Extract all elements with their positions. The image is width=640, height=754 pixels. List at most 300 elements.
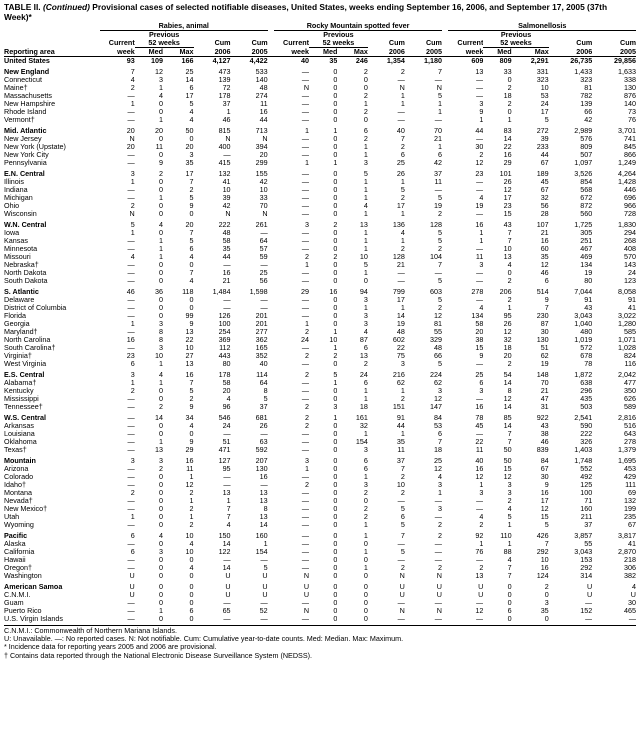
value-cell: 0 [507,269,512,277]
value-cell: 0 [363,615,368,623]
value-cell: 148 [536,370,549,379]
value-cell: 2 [130,84,135,92]
value-cell: 533 [255,67,268,76]
value-cell: 0 [333,261,338,269]
value-cell: 88 [503,548,512,556]
region-row [4,167,636,178]
value-cell: — [397,116,405,124]
value-cell: 1,354 [386,56,405,65]
value-cell: 3,043 [574,548,593,556]
value-cell: 24 [540,100,549,108]
value-cell: 110 [500,531,512,540]
value-cell: 1 [189,513,194,521]
value-cell: 3,022 [618,312,636,320]
value-cell: 43 [540,422,549,430]
value-cell: 12 [475,607,484,615]
value-cell: 139 [580,100,593,108]
value-cell: 5 [263,564,268,572]
value-cell: 23 [503,202,512,210]
value-cell: — [127,446,135,454]
value-cell: 299 [255,159,268,167]
value-cell: 2 [400,473,405,481]
region-row [4,454,636,465]
value-cell: 3 [159,548,164,556]
value-cell: 140 [624,100,636,108]
value-cell: 21 [540,229,549,237]
value-cell: 6 [189,245,194,253]
value-cell: 0 [159,505,164,513]
value-cell: 35 [222,245,231,253]
value-cell: 11 [155,143,164,151]
reporting-area-cell: Vermont† [4,116,35,124]
value-cell: 0 [333,237,338,245]
value-cell: 514 [536,287,549,296]
value-cell: 3 [479,261,484,269]
hdr-2006: 2006 [194,48,231,57]
table-row [4,84,636,92]
value-cell: 268 [624,237,636,245]
value-cell: 3 [479,387,484,395]
value-cell: — [301,186,310,194]
value-cell: 116 [624,360,636,368]
value-cell: 17 [185,92,194,100]
value-cell: 14 [155,413,164,422]
title-continued: (Continued) [42,2,90,12]
value-cell: 408 [624,245,636,253]
value-cell: 80 [222,360,231,368]
value-cell: — [301,599,310,607]
value-cell: 469 [580,253,593,261]
value-cell: 0 [159,277,164,285]
value-cell: 1,028 [618,344,636,352]
value-cell: 338 [624,76,636,84]
reporting-area-cell: Florida [4,312,26,320]
value-cell: — [127,521,135,529]
value-cell: — [260,304,268,312]
value-cell: 16 [185,456,194,465]
table-row [4,599,636,607]
value-cell: 43 [503,220,512,229]
value-cell: 1 [400,92,405,100]
value-cell: 69 [628,489,636,497]
value-cell: 218 [624,556,636,564]
value-cell: 6 [130,531,135,540]
value-cell: 5 [437,277,442,285]
value-cell: 2,870 [618,548,636,556]
value-cell: 3 [305,456,310,465]
value-cell: 29 [185,446,194,454]
value-cell: 296 [580,387,593,395]
value-cell: 224 [429,370,442,379]
value-cell: 0 [159,422,164,430]
value-cell: — [397,540,405,548]
reporting-area-cell: Colorado [4,473,34,481]
value-cell: — [301,277,310,285]
value-cell: 12 [503,395,512,403]
value-cell: 4 [189,564,194,572]
value-cell: 1 [363,194,368,202]
value-cell: 2 [159,465,164,473]
value-cell: 42 [433,159,442,167]
value-cell: 16 [475,465,484,473]
value-cell: — [301,564,310,572]
value-cell: 26 [503,178,512,186]
value-cell: 84 [433,413,442,422]
reporting-area-cell: E.S. Central [4,370,45,379]
value-cell: 17 [540,108,549,116]
value-cell: 59 [259,253,268,261]
value-cell: 2 [507,360,512,368]
value-cell: 4 [130,76,135,84]
value-cell: 292 [536,548,549,556]
value-cell: 1 [159,194,164,202]
value-cell: 592 [255,446,268,454]
value-cell: 25 [259,269,268,277]
value-cell: 2 [363,513,368,521]
value-cell: 0 [333,465,338,473]
value-cell: 6 [130,548,135,556]
value-cell: 1 [437,100,442,108]
value-cell: N [262,135,268,143]
value-cell: — [127,599,135,607]
value-cell: 585 [624,328,636,336]
value-cell: 94 [359,287,368,296]
value-cell: 29 [503,159,512,167]
value-cell: 222 [580,430,593,438]
value-cell: — [127,312,135,320]
value-cell: 0 [507,76,512,84]
value-cell: 0 [363,556,368,564]
value-cell: 100 [580,489,593,497]
table-row [4,387,636,395]
value-cell: 140 [255,76,268,84]
reporting-area-cell: North Carolina [4,336,51,344]
value-cell: 0 [333,489,338,497]
value-cell: 81 [584,84,593,92]
value-cell: 8 [263,387,268,395]
value-cell: U [129,591,135,599]
value-cell: 331 [536,67,549,76]
value-cell: 40 [301,56,310,65]
value-cell: — [301,387,310,395]
value-cell: 109 [151,56,164,65]
table-row [4,422,636,430]
value-cell: 306 [624,564,636,572]
value-cell: 1 [363,186,368,194]
group-rabies: Rabies, animal [100,22,268,31]
value-cell: 0 [333,108,338,116]
hdr-cum: Cum [251,39,268,48]
value-cell: 84 [540,456,549,465]
value-cell: 37 [433,169,442,178]
table-row [4,481,636,489]
table-row [4,237,636,245]
value-cell: 32 [540,194,549,202]
value-cell: — [301,521,310,529]
value-cell: — [301,548,310,556]
value-cell: 5 [544,116,549,124]
hdr-2005: 2005 [592,48,636,57]
value-cell: — [397,269,405,277]
value-cell: 67 [540,465,549,473]
value-cell: 815 [218,126,231,135]
value-cell: 2 [400,245,405,253]
value-cell: 7 [507,237,512,245]
value-cell: 12 [503,186,512,194]
value-cell: 100 [218,320,231,328]
value-cell: — [127,277,135,285]
value-cell: 0 [333,615,338,623]
table-row [4,151,636,159]
table-row [4,159,636,167]
value-cell: 0 [363,572,368,580]
value-cell: 0 [159,582,164,591]
value-cell: 46 [222,116,231,124]
value-cell: 0 [159,210,164,218]
value-cell: 2 [507,296,512,304]
value-cell: 16 [503,151,512,159]
reporting-area-cell: Rhode Island [4,108,47,116]
value-cell: 76 [475,548,484,556]
value-cell: 32 [359,422,368,430]
value-cell: N [436,84,442,92]
hdr-previous: Previous [323,30,354,39]
reporting-area-cell: West Virginia [4,360,47,368]
value-cell: 189 [536,169,549,178]
value-cell: 130 [255,465,268,473]
value-cell: 5 [189,100,194,108]
value-cell: 0 [333,456,338,465]
value-cell: 0 [363,582,368,591]
value-cell: 1 [363,245,368,253]
value-cell: 22 [396,344,405,352]
value-cell: 626 [624,395,636,403]
value-cell: — [434,116,442,124]
value-cell: 18 [433,446,442,454]
table-row [4,253,636,261]
value-cell: 1 [263,540,268,548]
reporting-area-cell: Kansas [4,237,28,245]
value-cell: 7 [507,438,512,446]
value-cell: 5 [437,296,442,304]
value-cell: U [262,572,268,580]
value-cell: 0 [333,446,338,454]
table-row [4,100,636,108]
value-cell: 6 [507,607,512,615]
value-cell: — [127,497,135,505]
value-cell: 127 [218,456,231,465]
value-cell: 2 [437,564,442,572]
value-cell: 154 [255,548,268,556]
value-cell: 2 [400,395,405,403]
value-cell: 17 [540,497,549,505]
value-cell: — [127,395,135,403]
value-cell: 17 [503,194,512,202]
reporting-area-cell: California [4,548,35,556]
value-cell: 42 [259,178,268,186]
value-cell: 118 [182,287,194,296]
reporting-area-cell: Nebraska† [4,261,39,269]
value-cell: — [127,186,135,194]
table-row [4,178,636,186]
value-cell: 5 [437,237,442,245]
value-cell: 13 [259,489,268,497]
value-cell: 50 [185,126,194,135]
value-cell: 5 [400,521,405,529]
value-cell: 207 [255,456,268,465]
value-cell: 128 [392,253,405,261]
table-row [4,465,636,473]
value-cell: 76 [628,116,636,124]
value-cell: 2 [507,100,512,108]
value-cell: — [585,615,593,623]
value-cell: 1 [363,143,368,151]
value-cell: 2 [305,481,310,489]
value-cell: 10 [540,556,549,564]
value-cell: 12 [503,473,512,481]
value-cell: 1 [363,387,368,395]
value-cell: 1 [400,387,405,395]
value-cell: N [303,572,310,580]
value-cell: 21 [222,277,231,285]
value-cell: 0 [333,582,338,591]
value-cell: 12 [433,312,442,320]
value-cell: — [628,615,636,623]
value-cell: — [223,473,231,481]
value-cell: 4 [437,473,442,481]
value-cell: 20 [126,143,135,151]
value-cell: 40 [259,360,268,368]
table-row [4,352,636,360]
value-cell: — [301,76,310,84]
value-cell: 294 [624,229,636,237]
value-cell: 10 [540,84,549,92]
value-cell: 6 [189,607,194,615]
value-cell: 11 [186,465,194,473]
value-cell: 278 [471,287,484,296]
value-cell: 15 [475,344,484,352]
table-row [4,556,636,564]
value-cell: 44 [475,126,484,135]
value-cell: — [301,304,310,312]
value-cell: 178 [218,370,231,379]
group-salmonellosis: Salmonellosis [448,22,636,31]
value-cell: 206 [499,287,512,296]
value-cell: 44 [222,253,231,261]
value-cell: — [434,556,442,564]
hdr-previous: Previous [500,30,532,39]
value-cell: 0 [333,521,338,529]
value-cell: 2,042 [618,370,636,379]
table-row [4,521,636,529]
value-cell: 7 [400,135,405,143]
value-cell: U [129,572,135,580]
value-cell: 0 [333,497,338,505]
table-row [4,540,636,548]
value-cell: 2 [189,186,194,194]
value-cell: 1 [159,607,164,615]
value-cell: 66 [584,108,593,116]
value-cell: 350 [624,387,636,395]
value-cell: 35 [540,607,549,615]
value-cell: — [476,92,484,100]
value-cell: 44 [540,151,549,159]
value-cell: 1,748 [574,456,593,465]
reporting-area-cell: Virginia† [4,352,32,360]
value-cell: 14 [396,312,405,320]
value-cell: 7,044 [574,287,593,296]
value-cell: 0 [363,607,368,615]
value-cell: 1 [507,116,512,124]
value-cell: — [301,473,310,481]
value-cell: 107 [536,220,549,229]
value-cell: 696 [624,194,636,202]
value-cell: 2 [363,92,368,100]
reporting-area-cell: Pacific [4,531,28,540]
value-cell: 305 [580,229,593,237]
value-cell: 41 [222,178,231,186]
value-cell: U [129,582,135,591]
value-cell: — [127,245,135,253]
value-cell: 1 [305,159,310,167]
value-cell: 80 [584,277,593,285]
value-cell: — [127,344,135,352]
table-row [4,116,636,124]
value-cell: 26 [503,320,512,328]
value-cell: 53 [433,422,442,430]
value-cell: 46 [126,287,135,296]
value-cell: 50 [503,446,512,454]
table-row [4,269,636,277]
value-cell: 10 [222,186,231,194]
value-cell: 3 [507,481,512,489]
value-cell: 16 [259,473,268,481]
value-cell: 10 [329,336,338,344]
value-cell: 1 [363,151,368,159]
value-cell: 589 [624,403,636,411]
value-cell: — [301,489,310,497]
value-cell: 1 [159,245,164,253]
value-cell: 0 [507,599,512,607]
value-cell: 1,280 [618,320,636,328]
value-cell: — [127,481,135,489]
value-cell: 14 [222,540,231,548]
value-cell: 0 [333,473,338,481]
value-cell: 2 [130,387,135,395]
value-cell: 4,264 [618,169,636,178]
table-row [4,572,636,580]
value-cell: — [127,403,135,411]
value-cell: — [476,296,484,304]
value-cell: 2 [333,352,338,360]
value-cell: — [301,178,310,186]
value-cell: 21 [396,261,405,269]
value-cell: 26 [259,422,268,430]
value-cell: 1,180 [423,56,442,65]
value-cell: 0 [363,76,368,84]
value-cell: 178 [218,92,231,100]
value-cell: 24 [301,336,310,344]
value-cell: 1 [479,116,484,124]
value-cell: — [127,465,135,473]
value-cell: 92 [475,531,484,540]
value-cell: — [434,513,442,521]
reporting-area-cell: District of Columbia [4,304,67,312]
value-cell: 83 [503,126,512,135]
reporting-area-cell: W.S. Central [4,413,46,422]
reporting-area-cell: Alabama† [4,379,37,387]
hdr-52weeks: 52 weeks [309,39,368,48]
